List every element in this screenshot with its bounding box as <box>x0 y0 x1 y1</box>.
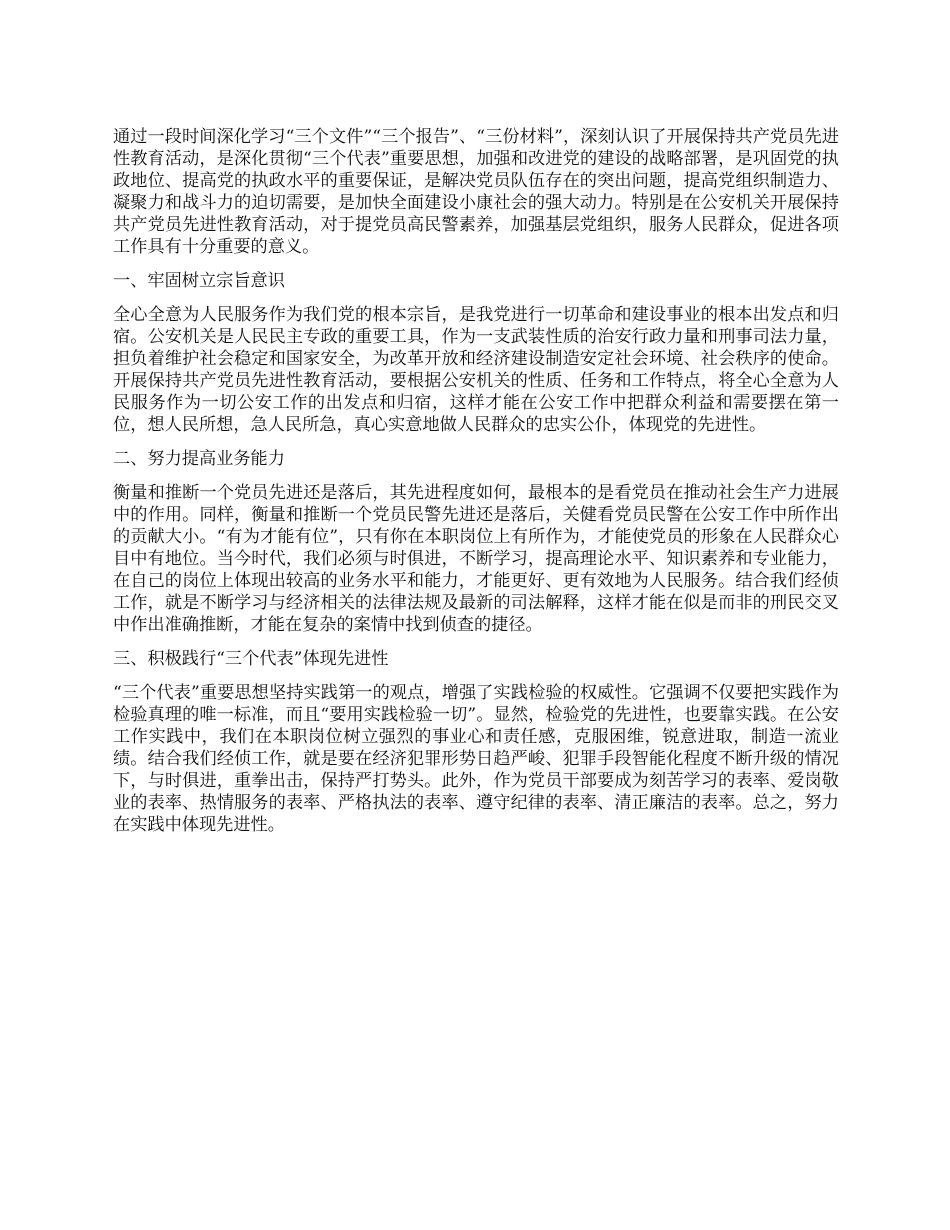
intro-paragraph: 通过一段时间深化学习“三个文件”“三个报告”、“三份材料”，深刻认识了开展保持共产党员先进性教育活动，是深化贯彻“三个代表”重要思想，加强和改进党的建设的战略部署，是巩固党的执政地位、提高党的执政水平的重要保证，是解决党员队伍存在的突出问题，提高党组织制造力、凝聚力和战斗力的迫切需要，是加快全面建设小康社会的强大动力。特别是在公安机关开展保持共产党员先进性教育活动，对于提党员高民警素养，加强基层党组织，服务人民群众，促进各项工作具有十分重要的意义。 <box>113 127 839 257</box>
section-heading-2: 二、努力提高业务能力 <box>113 449 285 469</box>
section-body-2: 衡量和推断一个党员先进还是落后，其先进程度如何，最根本的是看党员在推动社会生产力进展中的作用。同样，衡量和推断一个党员民警先进还是落后，关健看党员民警在公安工作中所作出的贡献大小。“有为才能有位”，只有你在本职岗位上有所作为，才能使党员的形象在人民群众心目中有地位。当今时代，我们必须与时俱进，不断学习，提高理论水平、知识素养和专业能力，在自己的岗位上体现出较高的业务水平和能力，才能更好、更有效地为人民服务。结合我们经侦工作，就是不断学习与经济相关的法律法规及最新的司法解释，这样才能在似是而非的刑民交叉中作出准确推断，才能在复杂的案情中找到侦查的捷径。 <box>113 483 839 635</box>
section-body-3: “三个代表”重要思想坚持实践第一的观点，增强了实践检验的权威性。它强调不仅要把实践作为检验真理的唯一标准，而且“要用实践检验一切”。显然，检验党的先进性，也要靠实践。在公安工作实践中，我们在本职岗位树立强烈的事业心和责任感，克服困维，锐意进取，制造一流业绩。结合我们经侦工作，就是要在经济犯罪形势日趋严峻、犯罪手段智能化程度不断升级的情况下，与时俱进，重拳出击，保持严打势头。此外，作为党员干部要成为刻苦学习的表率、爱岗敬业的表率、热情服务的表率、严格执法的表率、遵守纪律的表率、清正廉洁的表率。总之，努力在实践中体现先进性。 <box>113 683 839 835</box>
section-body-1: 全心全意为人民服务作为我们党的根本宗旨，是我党进行一切革命和建设事业的根本出发点和归宿。公安机关是人民民主专政的重要工具，作为一支武装性质的治安行政力量和刑事司法力量，担负着维护社会稳定和国家安全，为改革开放和经济建设制造安定社会环境、社会秩序的使命。开展保持共产党员先进性教育活动，要根据公安机关的性质、任务和工作特点，将全心全意为人民服务作为一切公安工作的出发点和归宿，这样才能在公安工作中把群众利益和需要摆在第一位，想人民所想，急人民所急，真心实意地做人民群众的忠实公仆，体现党的先进性。 <box>113 305 839 435</box>
section-heading-1: 一、牢固树立宗旨意识 <box>113 271 285 291</box>
section-heading-3: 三、积极践行“三个代表”体现先进性 <box>113 649 389 669</box>
document-body <box>113 126 839 848</box>
